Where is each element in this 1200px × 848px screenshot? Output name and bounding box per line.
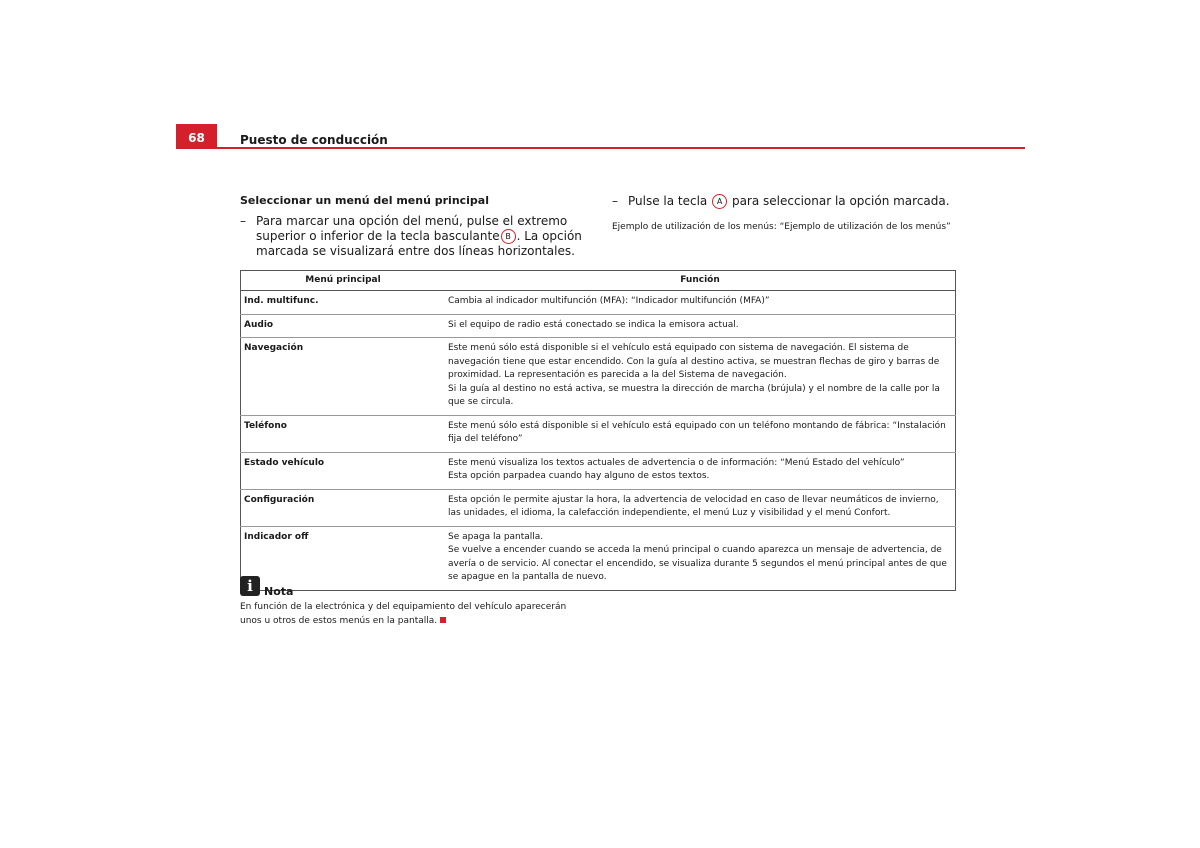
function-cell: Se apaga la pantalla. Se vuelve a encender cuando se acceda la menú principal o cuando aparezca un mensaje de advertencia, de avería o de servicio. Al conectar el encendido, se visualiza durante 5 segundos el menú principal antes de que se apague en la pantalla de nuevo.: [445, 526, 956, 590]
header-divider: [176, 147, 1025, 149]
note-body: En función de la electrónica y del equipamiento del vehículo aparecerán unos u otros de estos menús en la pantalla.: [240, 601, 567, 626]
menu-name-cell: Configuración: [241, 489, 446, 526]
menu-name-cell: Teléfono: [241, 415, 446, 452]
page-number: 68: [176, 124, 217, 148]
function-cell: Cambia al indicador multifunción (MFA): “Indicador multifunción (MFA)”: [445, 291, 956, 315]
instruction-text-start: Pulse la tecla: [628, 194, 708, 208]
right-column: [612, 194, 982, 233]
note-text: [240, 600, 590, 628]
function-cell: Esta opción le permite ajustar la hora, la advertencia de velocidad en caso de llevar neumáticos de invierno, las unidades, el idioma, la calefacción independiente, el menú Luz y visibilidad y el menú Confort.: [445, 489, 956, 526]
menu-name-cell: Estado vehículo: [241, 452, 446, 489]
cross-reference: Ejemplo de utilización de los menús: “Ejemplo de utilización de los menús”: [612, 222, 951, 232]
menu-name-cell: Navegación: [241, 338, 446, 416]
chapter-title: Puesto de conducción: [240, 133, 388, 147]
function-cell: Este menú visualiza los textos actuales de advertencia o de información: “Menú Estado del vehículo” Esta opción parpadea cuando hay alguno de estos textos.: [445, 452, 956, 489]
table-row: [241, 291, 956, 315]
instruction-text-start: Para marcar una opción del menú, pulse el extremo superior o inferior de la tecla basculante: [256, 214, 568, 243]
instruction-item: [612, 194, 982, 209]
end-of-section-icon: [440, 617, 446, 623]
column-header-menu: Menú principal: [241, 271, 446, 291]
instruction-item: [240, 214, 585, 259]
note-box: [240, 575, 590, 628]
table-row: [241, 415, 956, 452]
left-column: [240, 194, 585, 259]
info-icon: i: [240, 576, 260, 596]
table-header-row: [241, 271, 956, 291]
menu-name-cell: Ind. multifunc.: [241, 291, 446, 315]
function-cell: Si el equipo de radio está conectado se indica la emisora actual.: [445, 314, 956, 338]
button-b-icon: B: [501, 229, 516, 244]
menu-name-cell: Audio: [241, 314, 446, 338]
instruction-text-end: . La opción marcada se visualizará entre dos líneas horizontales.: [256, 229, 582, 258]
table-row: [241, 314, 956, 338]
column-header-function: Función: [445, 271, 956, 291]
button-a-icon: A: [712, 194, 727, 209]
section-title: Seleccionar un menú del menú principal: [240, 194, 490, 207]
dash-marker: –: [612, 194, 618, 208]
menu-name-cell: Indicador off: [241, 526, 446, 590]
table-row: [241, 338, 956, 416]
table-row: [241, 489, 956, 526]
instruction-text-end: para seleccionar la opción marcada.: [731, 194, 950, 208]
function-cell: Este menú sólo está disponible si el vehículo está equipado con sistema de navegación. El sistema de navegación tiene que estar encendido. Con la guía al destino activa, se muestran flechas de giro y barras de proximidad. La representación es parecida a la del Sistema de navegación. Si la guía al destino no está activa, se muestra la dirección de marcha (brújula) y el nombre de la calle por la que se circula.: [445, 338, 956, 416]
dash-marker: –: [240, 214, 246, 228]
function-cell: Este menú sólo está disponible si el vehículo está equipado con un teléfono montando de fábrica: “Instalación fija del teléfono”: [445, 415, 956, 452]
table-row: [241, 452, 956, 489]
menu-table: [240, 270, 956, 591]
note-title: Nota: [264, 585, 294, 598]
